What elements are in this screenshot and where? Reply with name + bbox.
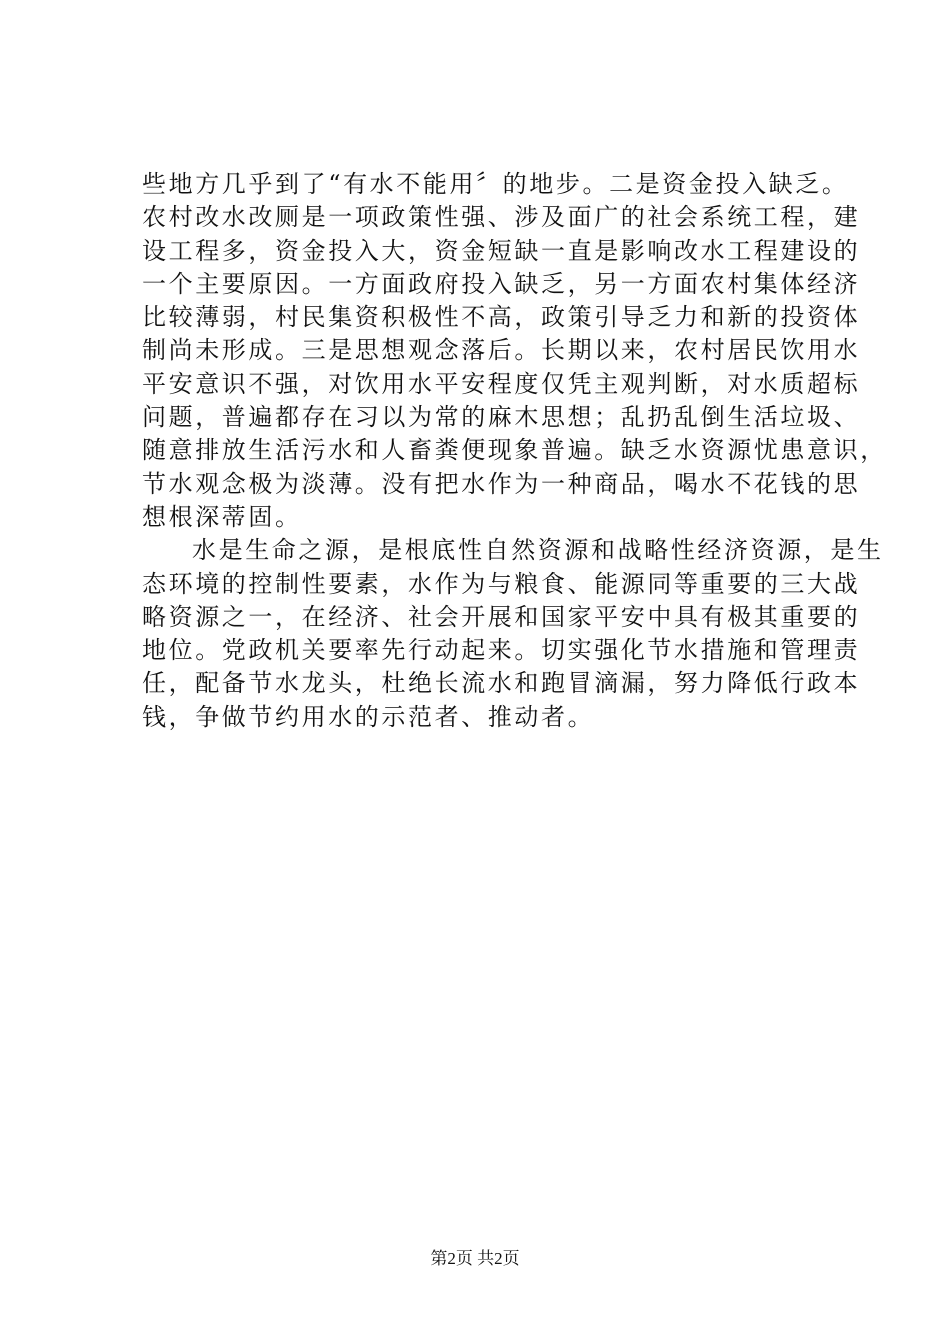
text-line: 制尚未形成。三是思想观念落后。长期以来，农村居民饮用水 bbox=[142, 336, 861, 365]
text-line: 比较薄弱，村民集资积极性不高，政策引导乏力和新的投资体 bbox=[142, 303, 861, 332]
text-line: 钱，争做节约用水的示范者、推动者。 bbox=[142, 702, 595, 731]
text-line: 地位。党政机关要率先行动起来。切实强化节水措施和管理责 bbox=[142, 636, 861, 665]
text-line: 设工程多，资金投入大，资金短缺一直是影响改水工程建设的 bbox=[142, 236, 861, 265]
text-line: 一个主要原因。一方面政府投入缺乏，另一方面农村集体经济 bbox=[142, 269, 861, 298]
paragraph-first-line: 水是生命之源，是根底性自然资源和战略性经济资源，是生 bbox=[192, 536, 884, 565]
text-line: 略资源之一，在经济、社会开展和国家平安中具有极其重要的 bbox=[142, 602, 861, 631]
text-line: 农村改水改厕是一项政策性强、涉及面广的社会系统工程，建 bbox=[142, 203, 861, 232]
text-line: 问题，普遍都存在习以为常的麻木思想；乱扔乱倒生活垃圾、 bbox=[142, 403, 861, 432]
text-line: 平安意识不强，对饮用水平安程度仅凭主观判断，对水质超标 bbox=[142, 369, 861, 398]
page-number: 第2页 共2页 bbox=[430, 1249, 520, 1268]
text-line: 些地方几乎到了“有水不能用〞的地步。二是资金投入缺乏。 bbox=[142, 170, 849, 198]
text-line: 节水观念极为淡薄。没有把水作为一种商品，喝水不花钱的思 bbox=[142, 469, 861, 498]
text-line: 想根深蒂固。 bbox=[142, 502, 302, 531]
text-line: 任，配备节水龙头，杜绝长流水和跑冒滴漏，努力降低行政本 bbox=[142, 669, 861, 698]
body-text bbox=[142, 168, 887, 734]
text-line: 态环境的控制性要素，水作为与粮食、能源同等重要的三大战 bbox=[142, 569, 861, 598]
text-line: 随意排放生活污水和人畜粪便现象普遍。缺乏水资源忧患意识， bbox=[142, 436, 887, 465]
